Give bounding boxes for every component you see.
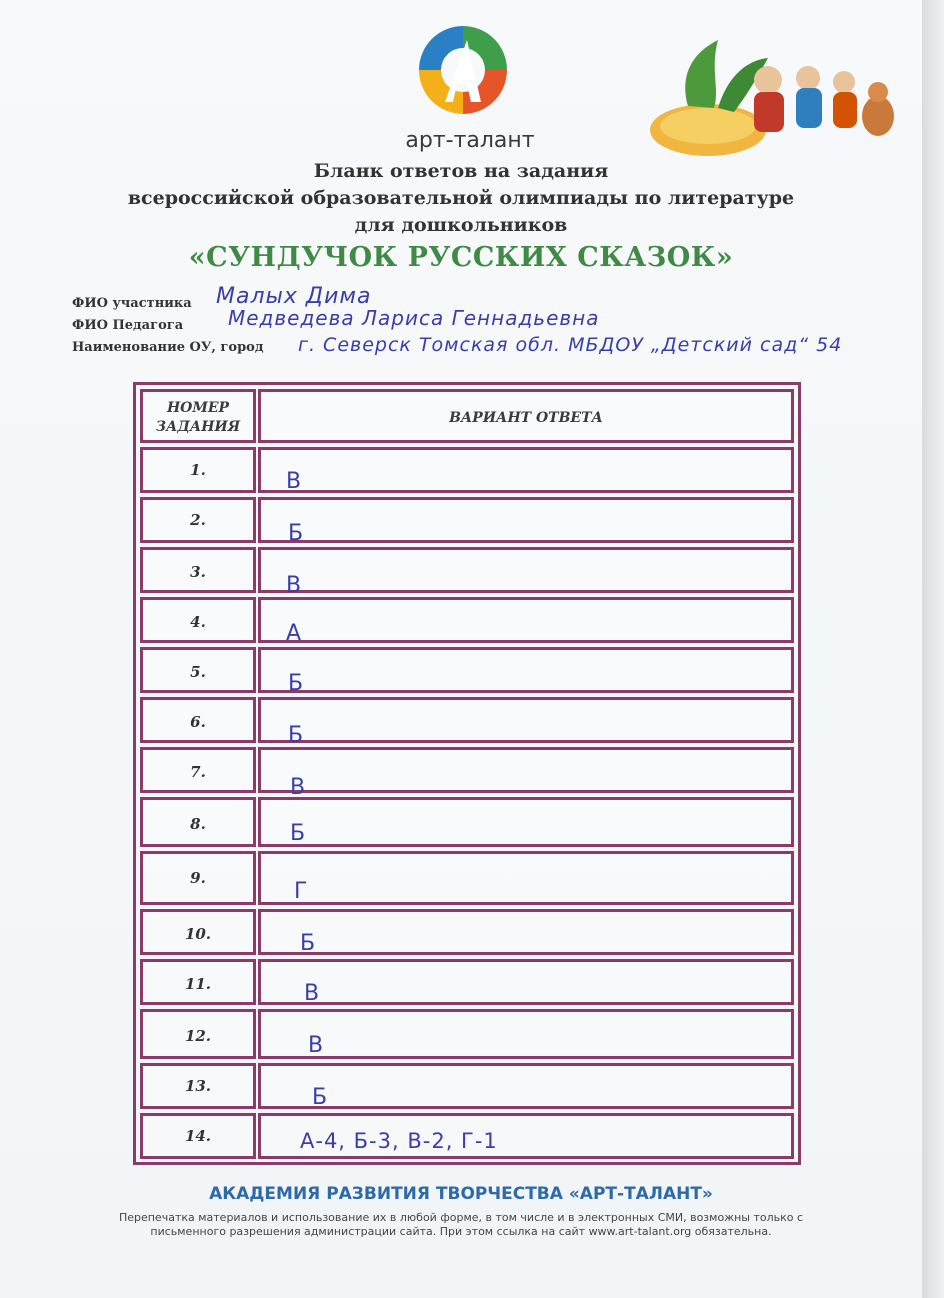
art-talant-logo-icon (415, 22, 511, 126)
brand-name: арт-талант (405, 128, 535, 153)
teacher-label: ФИО Педагога (72, 318, 184, 333)
task-answer: В (286, 469, 302, 494)
olympiad-name: «СУНДУЧОК РУССКИХ СКАЗОК» (188, 242, 734, 273)
task-number: 7. (190, 763, 206, 781)
task-answer: В (308, 1033, 324, 1058)
table-row-answer-cell (258, 747, 794, 793)
task-answer: Б (312, 1085, 328, 1110)
task-number: 3. (190, 563, 206, 581)
table-row-answer-cell (258, 597, 794, 643)
participant-value: Малых Дима (216, 284, 372, 309)
form-title: Бланк ответов на задания (313, 160, 609, 182)
participant-label: ФИО участника (72, 296, 192, 311)
task-number: 2. (190, 511, 206, 529)
copyright-notice (90, 1211, 832, 1239)
header-number-line2: ЗАДАНИЯ (155, 419, 241, 435)
task-answer: В (290, 775, 306, 800)
task-answer: Б (300, 931, 316, 956)
table-row-answer-cell (258, 797, 794, 847)
institution-label: Наименование ОУ, город (72, 340, 264, 355)
academy-name: АКАДЕМИЯ РАЗВИТИЯ ТВОРЧЕСТВА «АРТ-ТАЛАНТ» (209, 1184, 713, 1204)
task-number: 6. (190, 713, 206, 731)
table-row-answer-cell (258, 959, 794, 1005)
header-answer: ВАРИАНТ ОТВЕТА (449, 410, 603, 426)
header-answer-cell (258, 389, 794, 443)
task-number: 14. (184, 1127, 212, 1145)
task-number: 5. (190, 663, 206, 681)
table-row-answer-cell (258, 447, 794, 493)
task-number: 8. (190, 815, 206, 833)
task-answer: Б (290, 821, 306, 846)
task-answer: Г (294, 879, 308, 904)
task-answer: А-4, Б-3, В-2, Г-1 (300, 1129, 498, 1153)
copyright-line-2: письменного разрешения администрации сайта. При этом ссылка на сайт www.art-talant.org обязательна. (150, 1225, 772, 1238)
task-answer: Б (288, 671, 304, 696)
table-row-answer-cell (258, 1009, 794, 1059)
teacher-value: Медведева Лариса Геннадьевна (228, 306, 600, 330)
task-number: 13. (184, 1077, 212, 1095)
table-row-answer-cell (258, 547, 794, 593)
task-number: 1. (190, 461, 206, 479)
copyright-line-1: Перепечатка материалов и использование их в любой форме, в том числе и в электронных СМИ, возможны только с (118, 1211, 804, 1224)
table-row-answer-cell (258, 851, 794, 905)
task-answer: Б (288, 521, 304, 546)
task-number: 4. (190, 613, 206, 631)
form-audience: для дошкольников (354, 214, 568, 236)
table-row-answer-cell (258, 497, 794, 543)
table-row-answer-cell (258, 697, 794, 743)
table-row-answer-cell (258, 647, 794, 693)
paper-edge (922, 0, 944, 1298)
institution-value: г. Северск Томская обл. МБДОУ „Детский сад“ 54 (298, 334, 843, 356)
task-answer: А (286, 621, 302, 646)
table-row-answer-cell (258, 909, 794, 955)
task-number: 11. (184, 975, 212, 993)
task-number: 9. (190, 869, 206, 887)
form-subtitle: всероссийской образовательной олимпиады по литературе (127, 187, 795, 209)
fairy-tale-turnip-illustration (648, 30, 900, 158)
task-answer: В (304, 981, 320, 1006)
task-number: 10. (184, 925, 212, 943)
table-row-answer-cell (258, 1063, 794, 1109)
task-answer: Б (288, 723, 304, 748)
task-number: 12. (184, 1027, 212, 1045)
answers-table (133, 382, 801, 1165)
header-number-line1: НОМЕР (166, 400, 230, 416)
header-number-cell (140, 389, 256, 443)
task-answer: В (286, 573, 302, 598)
